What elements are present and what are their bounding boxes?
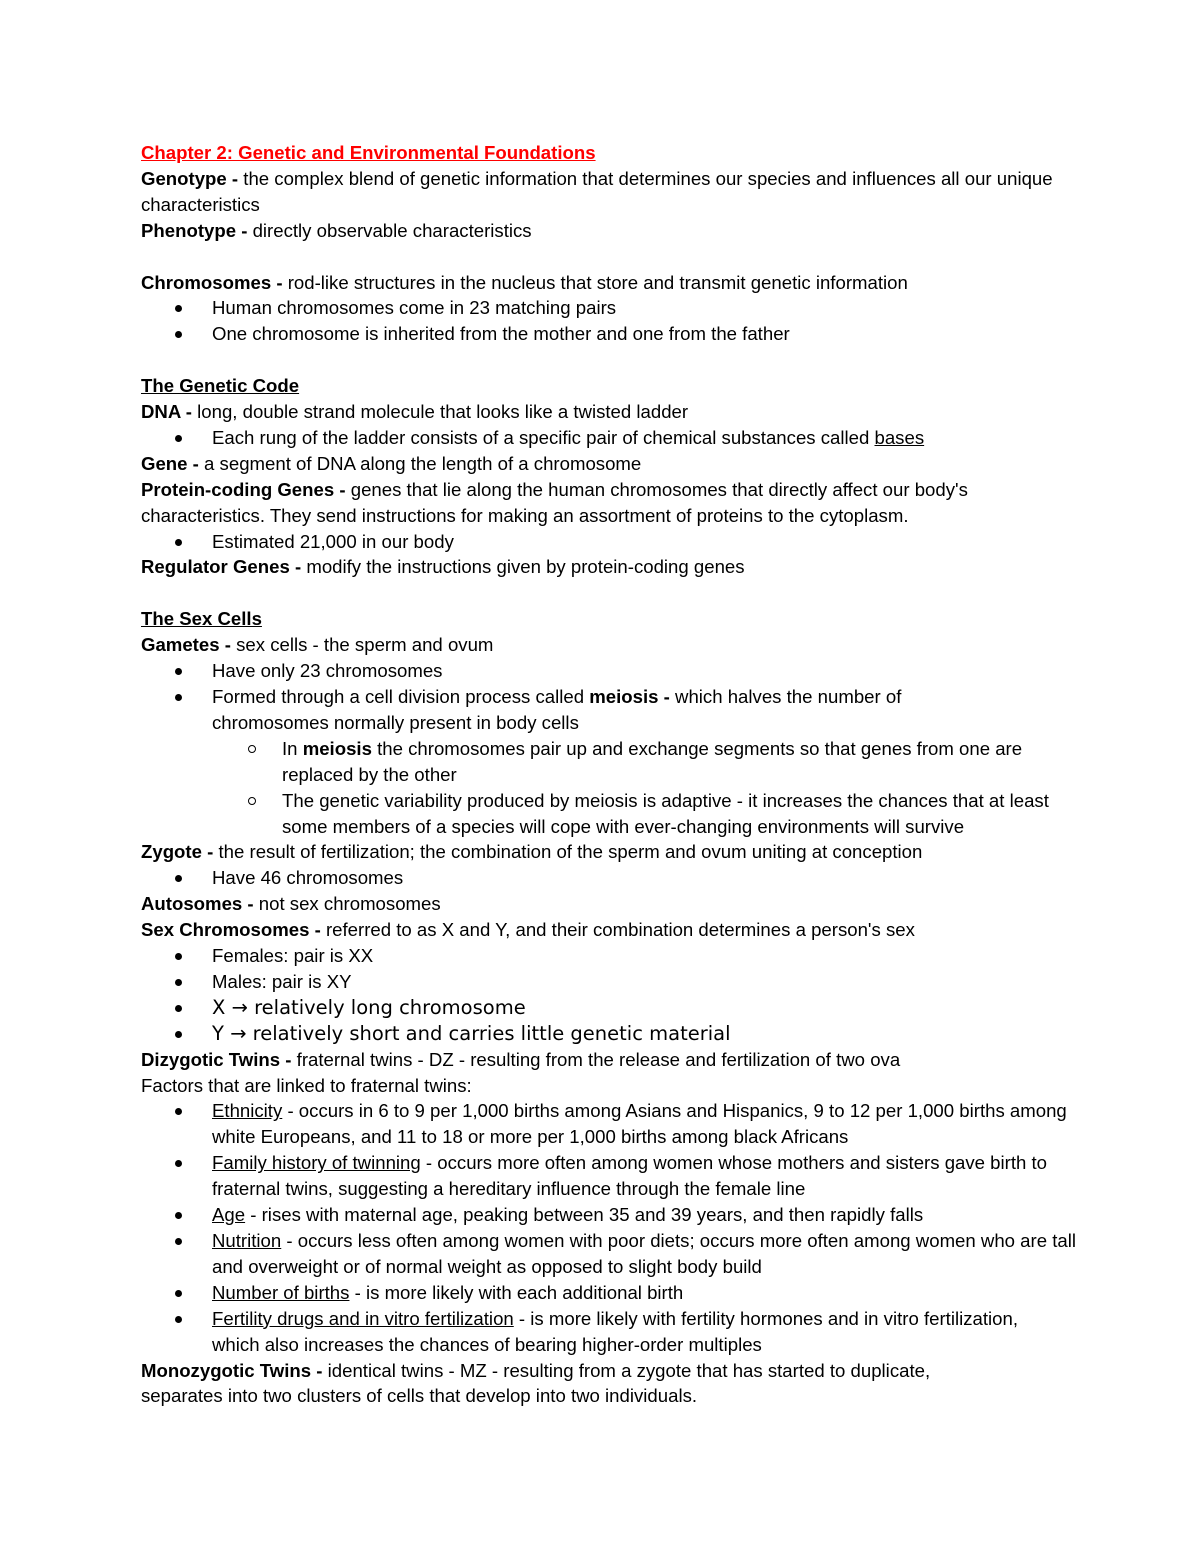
def-gametes: sex cells - the sperm and ovum [236,634,494,656]
term-dizygotic-twins: Dizygotic Twins - [141,1048,292,1070]
factors-list [141,1098,1081,1357]
spacer [141,347,1081,373]
definition-phenotype [141,218,1081,244]
factor-label: Age [212,1204,246,1226]
factor-text: - rises with maternal age, peaking between 35 and 39 years, and then rapidly falls [245,1204,924,1226]
factor-text: - occurs more often among women whose mothers and sisters gave birth to fraternal twins, suggesting a hereditary influence through the female line [212,1152,1048,1200]
list-item: Have 46 chromosomes [141,865,1081,891]
term-meiosis: meiosis - [589,685,670,707]
list-item [141,425,1081,451]
term-sex-chromosomes: Sex Chromosomes - [141,919,321,941]
factor-label: Family history of twinning [212,1152,421,1174]
definition-gametes [141,632,1081,658]
meiosis-bullet-pre: Formed through a cell division process called [212,685,585,707]
def-monozygotic-twins: identical twins - MZ - resulting from a zygote that has started to duplicate, separates into two clusters of cells that develop into two individuals. [141,1359,931,1407]
list-item: X → relatively long chromosome [141,995,1081,1021]
definition-genotype [141,166,1081,218]
definition-protein-coding-genes [141,477,1081,529]
def-dizygotic-twins: fraternal twins - DZ - resulting from the release and fertilization of two ova [296,1048,901,1070]
list-item [141,1202,1081,1228]
term-autosomes: Autosomes - [141,893,254,915]
definition-dna [141,399,1081,425]
zygote-list [141,865,1081,891]
def-autosomes: not sex chromosomes [258,893,441,915]
list-item [141,1098,1081,1150]
factors-intro: Factors that are linked to fraternal twins: [141,1074,472,1096]
term-monozygotic-twins: Monozygotic Twins - [141,1359,323,1381]
definition-regulator-genes [141,554,1081,580]
factor-text: - is more likely with each additional birth [349,1281,684,1303]
chromosomes-list [141,295,1081,347]
factor-label: Number of births [212,1281,350,1303]
meiosis-bullet-post: which halves the number of chromosomes normally present in body cells [212,685,902,733]
list-item: Have only 23 chromosomes [141,658,1081,684]
sub-list-item: The genetic variability produced by meiosis is adaptive - it increases the chances that at least some members of a species will cope with ever-changing environments will survive [141,788,1081,840]
list-item [141,684,1081,736]
page-title: Chapter 2: Genetic and Environmental Foundations [141,142,596,163]
dna-list [141,425,1081,451]
term-zygote: Zygote - [141,841,214,863]
term-chromosomes: Chromosomes - [141,271,283,293]
def-zygote: the result of fertilization; the combination of the sperm and ovum uniting at conception [218,841,923,863]
section-heading-genetic-code: The Genetic Code [141,375,300,397]
section-heading-sex-cells: The Sex Cells [141,608,262,630]
definition-monozygotic-twins [141,1358,1081,1410]
term-protein-coding-genes: Protein-coding Genes - [141,478,346,500]
list-item [141,1228,1111,1280]
definition-sex-chromosomes [141,917,1081,943]
def-genotype: the complex blend of genetic information that determines our species and influences all our unique characteristics [141,167,1053,215]
factor-label: Fertility drugs and in vitro fertilization [212,1307,514,1329]
list-item [141,1150,1081,1202]
def-phenotype: directly observable characteristics [252,219,532,241]
definition-autosomes [141,891,1081,917]
def-dna: long, double strand molecule that looks like a twisted ladder [197,401,689,423]
list-item: Males: pair is XY [141,969,1081,995]
term-dna: DNA - [141,401,192,423]
term-phenotype: Phenotype - [141,219,248,241]
factor-text: - occurs in 6 to 9 per 1,000 births among Asians and Hispanics, 9 to 12 per 1,000 births among white Europeans, and 11 to 18 or more per 1,000 births among black Africans [212,1100,1067,1148]
term-gametes: Gametes - [141,634,231,656]
sub1-pre: In [282,737,298,759]
term-genotype: Genotype - [141,167,239,189]
def-gene: a segment of DNA along the length of a chromosome [204,452,642,474]
list-item: Y → relatively short and carries little genetic material [141,1021,1081,1047]
def-chromosomes: rod-like structures in the nucleus that store and transmit genetic information [287,271,908,293]
def-regulator-genes: modify the instructions given by protein-coding genes [306,556,745,578]
definition-zygote [141,839,1081,865]
bases-term: bases [874,426,925,448]
spacer [141,244,1081,270]
sub-list-item [141,736,1081,788]
protein-list [141,529,1081,555]
list-item [141,1280,1081,1306]
list-item: Estimated 21,000 in our body [141,529,1081,555]
factor-text: - is more likely with fertility hormones and in vitro fertilization, which also increases the chances of bearing higher-order multiples [212,1307,1019,1355]
list-item [141,1306,1081,1358]
sex-chromosomes-list [141,943,1081,1047]
document-body [141,140,1081,1409]
factor-label: Ethnicity [212,1100,283,1122]
term-meiosis-sub: meiosis [302,737,372,759]
factor-label: Nutrition [212,1230,282,1252]
factor-text: - occurs less often among women with poor diets; occurs more often among women who are tall and overweight or of normal weight as opposed to slight body build [212,1230,1076,1277]
def-sex-chromosomes: referred to as X and Y, and their combination determines a person's sex [325,919,915,941]
definition-gene [141,451,1081,477]
spacer [141,580,1081,606]
gametes-list [141,658,1081,839]
term-gene: Gene - [141,452,199,474]
list-item: One chromosome is inherited from the mother and one from the father [141,321,1081,347]
definition-chromosomes [141,270,1081,296]
sub1-post: the chromosomes pair up and exchange segments so that genes from one are replaced by the other [282,737,1023,785]
list-item: Females: pair is XX [141,943,1081,969]
term-regulator-genes: Regulator Genes - [141,556,302,578]
def-protein-coding-genes: genes that lie along the human chromosomes that directly affect our body's characteristics. They send instructions for making an assortment of proteins to the cytoplasm. [141,478,968,526]
list-item: Human chromosomes come in 23 matching pairs [141,295,1081,321]
dna-bullet-text: Each rung of the ladder consists of a specific pair of chemical substances called [212,426,870,448]
definition-dizygotic-twins [141,1047,1081,1073]
